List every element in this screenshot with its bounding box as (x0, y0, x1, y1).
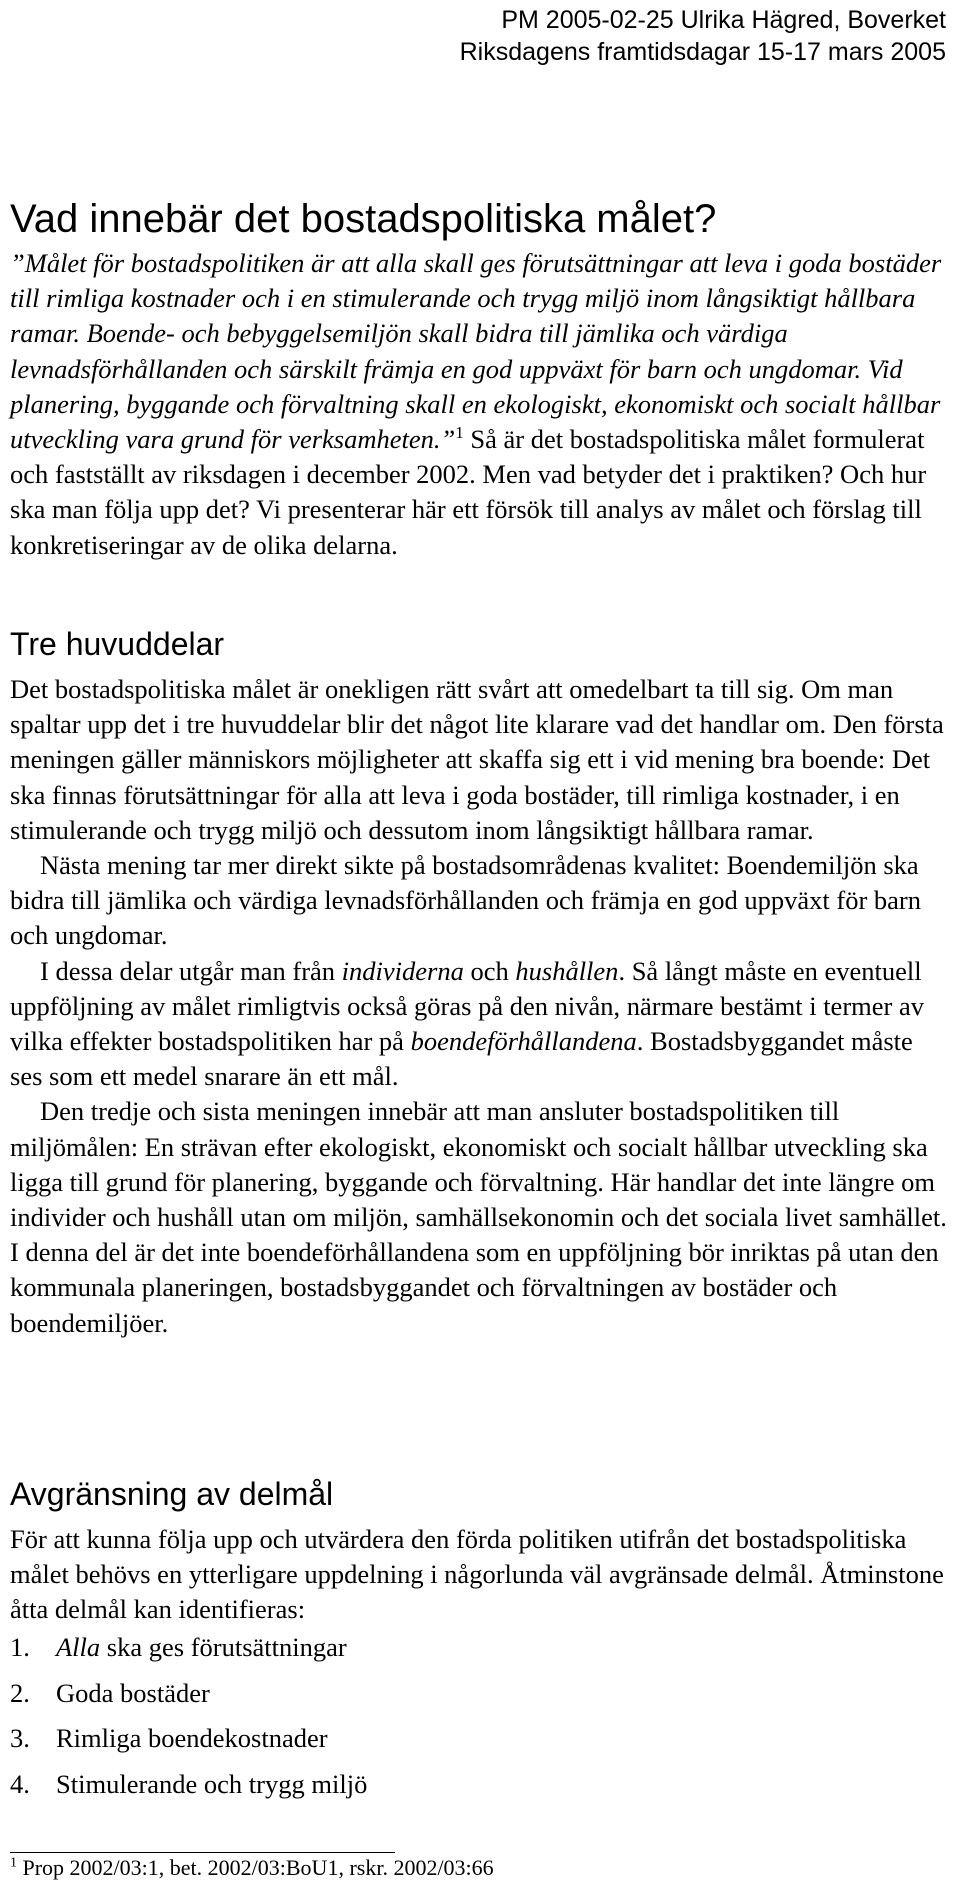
emphasis: boendeförhållandena (410, 1026, 637, 1057)
goal-quote: ”Målet för bostadspolitiken är att alla skall ges förutsättningar att leva i goda bostäder till rimliga kostnader och i en stimulerande och trygg miljö inom långsiktigt hållbara ramar. Boende- och bebyggelsemiljön skall bidra till jämlika och värdiga levnadsförhållanden och särskilt främja en god uppväxt för barn och ungdomar. Vid planering, byggande och förvaltning skall en ekologiskt, ekonomiskt och socialt hållbar utveckling vara grund för verksamheten.” (10, 248, 942, 455)
footnote (10, 1855, 494, 1881)
emphasis: hushållen (515, 955, 619, 986)
emphasis: individerna (341, 955, 464, 986)
section-heading-avgransning: Avgränsning av delmål (10, 1476, 334, 1512)
intro-text: Så är det bostadspolitiska målet formulerat och fastställt av riksdagen i december 2002. Men vad betyder det i praktiken? Och hur ska man följa upp det? Vi presenterar här ett försök till analys av målet och förslag till konkretiseringar av de olika delarna. (10, 424, 927, 560)
page-header (460, 4, 946, 68)
header-line-2: Riksdagens framtidsdagar 15-17 mars 2005 (459, 38, 946, 66)
footnote-number: 1 (10, 1855, 17, 1871)
footnote-ref: 1 (455, 423, 464, 443)
intro-paragraph (10, 246, 950, 563)
footnote-divider (10, 1852, 395, 1853)
paragraph: Nästa mening tar mer direkt sikte på bostadsområdenas kvalitet: Boendemiljön ska bidra till jämlika och värdiga levnadsförhållanden och främja en god uppväxt för barn och ungdomar. (10, 850, 921, 951)
paragraph: Den tredje och sista meningen innebär att man ansluter bostadspolitiken till miljömålen: En strävan efter ekologiskt, ekonomiskt och socialt hållbar utveckling ska ligga till grund för planering, byggande och förvaltning. Här handlar det inte längre om individer och hushåll utan om miljön, samhällsekonomin och det sociala livet samhället. I denna del är det inte boendeförhållandena som en uppföljning bör inriktas på utan den kommunala planeringen, bostadsbyggandet och förvaltningen av bostäder och boendemiljöer. (10, 1096, 947, 1338)
header-line-1: PM 2005-02-25 Ulrika Hägred, Boverket (501, 6, 946, 34)
page-title: Vad innebär det bostadspolitiska målet? (10, 197, 717, 241)
numbered-list (10, 1625, 910, 1807)
list-item: 1. Alla ska ges förutsättningar (10, 1632, 347, 1662)
list-item: 4. Stimulerande och trygg miljö (10, 1768, 368, 1799)
paragraph: Det bostadspolitiska målet är onekligen rätt svårt att omedelbart ta till sig. Om man spaltar upp det i tre huvuddelar blir det något lite klarare vad det handlar om. Den första meningen gäller människors möjligheter att skaffa sig ett i vid mening bra boende: Det ska finnas förutsättningar för alla att leva i goda bostäder, till rimliga kostnader, i en stimulerande och trygg miljö och dessutom inom långsiktigt hållbara ramar. (10, 674, 944, 845)
paragraph: För att kunna följa upp och utvärdera den förda politiken utifrån det bostadspolitiska målet behövs en ytterligare uppdelning i någorlunda väl avgränsade delmål. Åtminstone åtta delmål kan identifieras: (10, 1524, 944, 1625)
section-body-avgransning (10, 1522, 950, 1628)
footnote-text: Prop 2002/03:1, bet. 2002/03:BoU1, rskr. 2002/03:66 (17, 1855, 494, 1880)
list-item: 2. Goda bostäder (10, 1677, 210, 1708)
list-item: 3. Rimliga boendekostnader (10, 1723, 328, 1753)
paragraph: I dessa delar utgår man från individerna och hushållen. Så långt måste en eventuell uppföljning av målet rimligtvis också göras på den nivån, närmare bestämt i termer av vilka effekter bostadspolitiken har på boendeförhållandena. Bostadsbyggandet måste ses som ett medel snarare än ett mål. (10, 955, 924, 1092)
section-body-tre-huvuddelar (10, 672, 950, 1341)
section-heading-tre-huvuddelar: Tre huvuddelar (10, 626, 225, 662)
